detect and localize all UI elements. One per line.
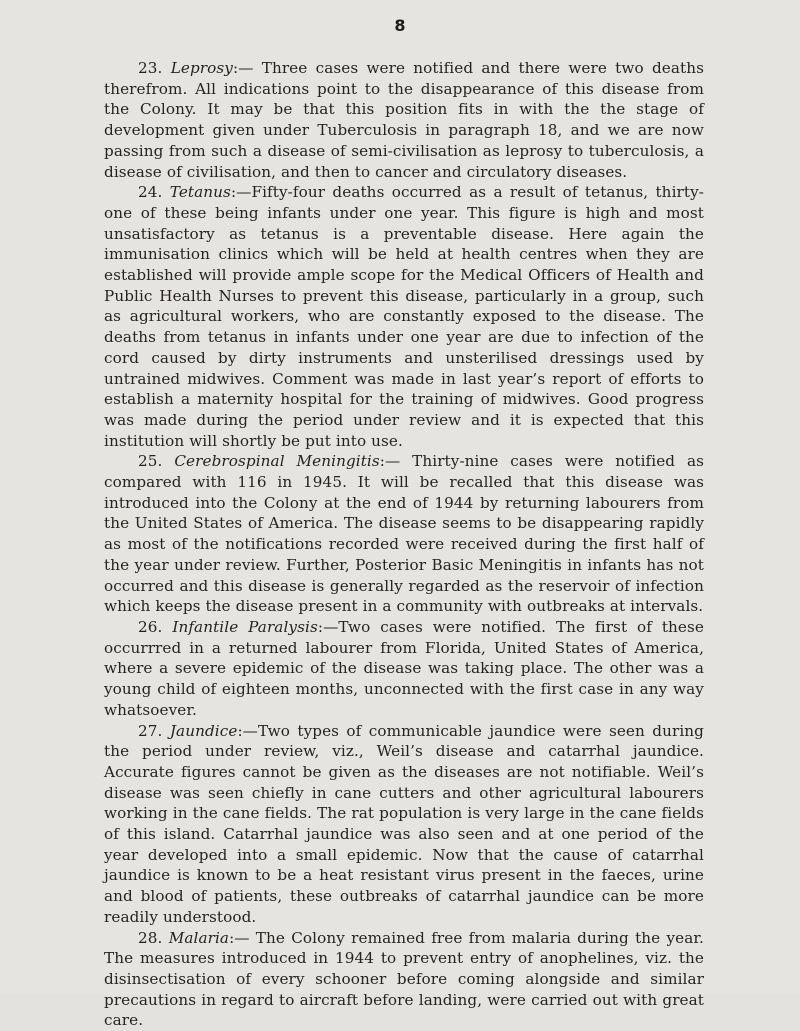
paragraph-text: :— Three cases were notified and there were two deaths therefrom. All indications point to the disappearance of this disease from the Colony. It may be that this position fits in with the the stage of development given under Tuberculosis in paragraph 18, and we are now passing from such a disease of semi-civilisation as leprosy to tuberculosis, a disease of civilisation, and then to cancer and circulatory diseases.: [104, 59, 704, 181]
paragraph-jaundice: [104, 721, 704, 928]
paragraph-number: 26.: [138, 617, 163, 636]
paragraph-leprosy: [104, 58, 704, 182]
page-number: 8: [394, 16, 406, 35]
paragraph-heading: Tetanus: [169, 183, 231, 202]
paragraph-number: 25.: [138, 452, 163, 471]
paragraph-malaria: [104, 928, 704, 1031]
paragraph-number: 27.: [138, 721, 163, 740]
report-body: [104, 58, 704, 1031]
paragraph-cerebrospinal-meningitis: [104, 451, 704, 617]
paragraph-text: :—Two types of communicable jaundice were seen during the period under review, viz., Weil’s disease and catarrhal jaundice. Accurate figures cannot be given as the diseases are not notifiable. Weil’s disease was seen chiefly in cane cutters and other agricultural labourers working in the cane fields. The rat population is very large in the cane fields of this island. Catarrhal jaundice was also seen and at one period of the year developed into a small epidemic. Now that the cause of catarrhal jaundice is known to be a heat resistant virus present in the faeces, urine and blood of patients, these outbreaks of catarrhal jaundice can be more readily understood.: [104, 721, 704, 926]
paragraph-number: 23.: [138, 59, 163, 77]
paragraph-heading: Leprosy: [170, 59, 233, 77]
paragraph-text: :—Two cases were notified. The first of these occurrred in a returned labourer from Florida, United States of America, where a severe epidemic of the disease was taking place. The other was a young child of eighteen months, unconnected with the first case in any way whatsoever.: [104, 617, 705, 719]
paragraph-number: 28.: [138, 928, 163, 947]
paragraph-heading: Infantile Paralysis: [172, 617, 318, 636]
paragraph-heading: Cerebrospinal Meningitis: [174, 452, 380, 471]
paragraph-text: :— The Colony remained free from malaria during the year. The measures introduced in 1944 to prevent entry of anophelines, viz. the disinsectisation of every schooner before coming alongside and similar precautions in regard to aircraft before landing, were carried out with great care.: [104, 928, 704, 1030]
paragraph-text: :— Thirty-nine cases were notified as compared with 116 in 1945. It will be recalled that this disease was introduced into the Colony at the end of 1944 by returning labourers from the United States of America. The disease seems to be disappearing rapidly as most of the notifications recorded were received during the first half of the year under review. Further, Posterior Basic Meningitis in infants has not occurred and this disease is generally regarded as the reservoir of infection which keeps the disease present in a community with outbreaks at intervals.: [104, 452, 704, 616]
paragraph-number: 24.: [138, 183, 163, 202]
paragraph-text: :—Fifty-four deaths occurred as a result of tetanus, thirty-one of these being infants under one year. This figure is high and most unsatisfactory as tetanus is a preventable disease. Here again the immunisation clinics which will be held at health centres when they are established will provide ample scope for the Medical Officers of Health and Public Health Nurses to prevent this disease, particularly in a group, such as agricultural workers, who are constantly exposed to the disease. The deaths from tetanus in infants under one year are due to infection of the cord caused by dirty instruments and unsterilised dressings used by untrained midwives. Comment was made in last year’s report of efforts to establish a maternity hospital for the training of midwives. Good progress was made during the period under review and it is expected that this institution will shortly be put into use.: [104, 183, 704, 450]
paragraph-infantile-paralysis: [104, 617, 704, 721]
paragraph-tetanus: [104, 182, 704, 451]
paragraph-heading: Jaundice: [169, 721, 238, 740]
paragraph-heading: Malaria: [168, 928, 230, 947]
